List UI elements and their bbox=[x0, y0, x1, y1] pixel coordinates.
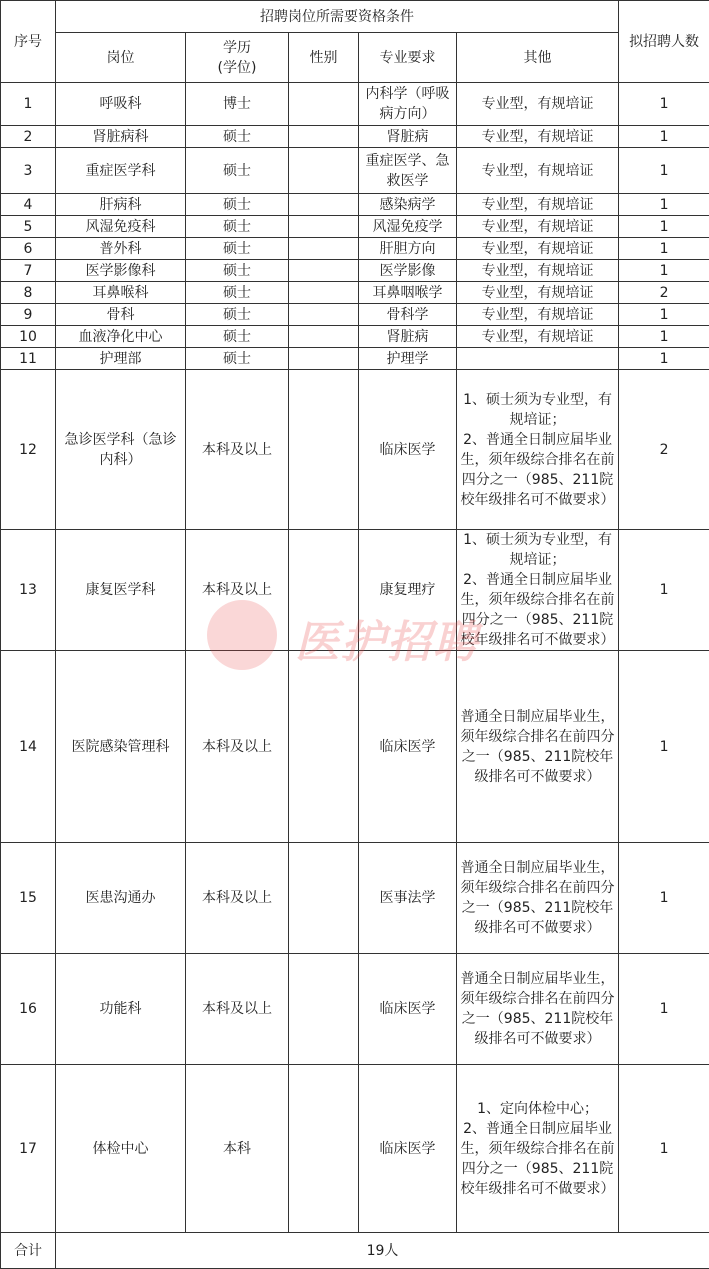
row-count: 1 bbox=[619, 530, 709, 651]
row-major: 肝胆方向 bbox=[359, 238, 457, 260]
row-education: 硕士 bbox=[186, 282, 289, 304]
header-seq: 序号 bbox=[1, 1, 56, 83]
row-education: 本科及以上 bbox=[186, 843, 289, 954]
row-other: 专业型，有规培证 bbox=[457, 194, 619, 216]
row-seq: 9 bbox=[1, 304, 56, 326]
row-other: 专业型，有规培证 bbox=[457, 304, 619, 326]
table-row bbox=[1, 260, 709, 282]
row-gender bbox=[289, 326, 359, 348]
row-other: 1、硕士须为专业型，有规培证； 2、普通全日制应届毕业生，须年级综合排名在前四分之一（985、211院校年级排名可不做要求） bbox=[457, 530, 619, 651]
header-count: 拟招聘人数 bbox=[619, 1, 709, 83]
row-major: 骨科学 bbox=[359, 304, 457, 326]
row-seq: 16 bbox=[1, 954, 56, 1065]
row-count: 1 bbox=[619, 194, 709, 216]
row-post: 重症医学科 bbox=[56, 148, 186, 194]
header-gender: 性别 bbox=[289, 33, 359, 83]
row-education: 博士 bbox=[186, 83, 289, 126]
row-gender bbox=[289, 843, 359, 954]
row-count: 1 bbox=[619, 954, 709, 1065]
row-post: 医患沟通办 bbox=[56, 843, 186, 954]
row-other: 1、硕士须为专业型，有规培证； 2、普通全日制应届毕业生，须年级综合排名在前四分之一（985、211院校年级排名可不做要求） bbox=[457, 370, 619, 530]
row-education: 本科及以上 bbox=[186, 651, 289, 843]
row-major: 感染病学 bbox=[359, 194, 457, 216]
table-row bbox=[1, 194, 709, 216]
watermark-text: 医护招聘 bbox=[295, 606, 479, 670]
row-seq: 17 bbox=[1, 1065, 56, 1233]
row-post: 呼吸科 bbox=[56, 83, 186, 126]
total-row bbox=[1, 1233, 709, 1269]
row-seq: 12 bbox=[1, 370, 56, 530]
row-major: 医学影像 bbox=[359, 260, 457, 282]
row-seq: 3 bbox=[1, 148, 56, 194]
table-row bbox=[1, 238, 709, 260]
row-other: 专业型，有规培证 bbox=[457, 216, 619, 238]
table-row bbox=[1, 326, 709, 348]
table-row bbox=[1, 304, 709, 326]
row-other: 普通全日制应届毕业生，须年级综合排名在前四分之一（985、211院校年级排名可不做要求） bbox=[457, 843, 619, 954]
row-other: 专业型，有规培证 bbox=[457, 282, 619, 304]
row-gender bbox=[289, 194, 359, 216]
row-count: 1 bbox=[619, 1065, 709, 1233]
row-major: 医事法学 bbox=[359, 843, 457, 954]
row-education: 硕士 bbox=[186, 216, 289, 238]
row-major: 耳鼻咽喉学 bbox=[359, 282, 457, 304]
row-post: 医院感染管理科 bbox=[56, 651, 186, 843]
row-gender bbox=[289, 216, 359, 238]
row-education: 硕士 bbox=[186, 148, 289, 194]
row-seq: 15 bbox=[1, 843, 56, 954]
table-row bbox=[1, 530, 709, 651]
row-other bbox=[457, 348, 619, 370]
header-education: 学历 (学位) bbox=[186, 33, 289, 83]
row-education: 本科及以上 bbox=[186, 370, 289, 530]
table-row bbox=[1, 216, 709, 238]
row-other: 普通全日制应届毕业生，须年级综合排名在前四分之一（985、211院校年级排名可不做要求） bbox=[457, 651, 619, 843]
row-count: 1 bbox=[619, 304, 709, 326]
total-value: 19人 bbox=[56, 1233, 709, 1269]
row-other: 普通全日制应届毕业生，须年级综合排名在前四分之一（985、211院校年级排名可不做要求） bbox=[457, 954, 619, 1065]
row-gender bbox=[289, 238, 359, 260]
row-post: 医学影像科 bbox=[56, 260, 186, 282]
row-gender bbox=[289, 1065, 359, 1233]
row-post: 肝病科 bbox=[56, 194, 186, 216]
row-education: 硕士 bbox=[186, 304, 289, 326]
row-count: 2 bbox=[619, 282, 709, 304]
total-label: 合计 bbox=[1, 1233, 56, 1269]
row-count: 1 bbox=[619, 348, 709, 370]
row-gender bbox=[289, 304, 359, 326]
row-other: 专业型，有规培证 bbox=[457, 83, 619, 126]
row-count: 1 bbox=[619, 126, 709, 148]
table-row bbox=[1, 83, 709, 126]
row-count: 2 bbox=[619, 370, 709, 530]
table-row bbox=[1, 843, 709, 954]
row-count: 1 bbox=[619, 843, 709, 954]
row-major: 风湿免疫学 bbox=[359, 216, 457, 238]
row-post: 普外科 bbox=[56, 238, 186, 260]
row-post: 风湿免疫科 bbox=[56, 216, 186, 238]
row-major: 临床医学 bbox=[359, 954, 457, 1065]
row-education: 硕士 bbox=[186, 194, 289, 216]
row-other: 专业型，有规培证 bbox=[457, 126, 619, 148]
table-row bbox=[1, 282, 709, 304]
row-education: 硕士 bbox=[186, 126, 289, 148]
row-other: 专业型，有规培证 bbox=[457, 326, 619, 348]
row-count: 1 bbox=[619, 651, 709, 843]
row-education: 本科及以上 bbox=[186, 530, 289, 651]
row-count: 1 bbox=[619, 238, 709, 260]
header-major: 专业要求 bbox=[359, 33, 457, 83]
row-gender bbox=[289, 530, 359, 651]
row-post: 功能科 bbox=[56, 954, 186, 1065]
row-count: 1 bbox=[619, 148, 709, 194]
row-major: 内科学（呼吸病方向） bbox=[359, 83, 457, 126]
row-seq: 8 bbox=[1, 282, 56, 304]
row-major: 临床医学 bbox=[359, 1065, 457, 1233]
row-count: 1 bbox=[619, 83, 709, 126]
row-seq: 5 bbox=[1, 216, 56, 238]
table-row bbox=[1, 954, 709, 1065]
header-other: 其他 bbox=[457, 33, 619, 83]
row-other: 专业型，有规培证 bbox=[457, 238, 619, 260]
row-seq: 1 bbox=[1, 83, 56, 126]
row-post: 体检中心 bbox=[56, 1065, 186, 1233]
row-post: 护理部 bbox=[56, 348, 186, 370]
row-seq: 4 bbox=[1, 194, 56, 216]
row-education: 硕士 bbox=[186, 238, 289, 260]
table-row bbox=[1, 126, 709, 148]
row-gender bbox=[289, 260, 359, 282]
row-gender bbox=[289, 651, 359, 843]
row-other: 1、定向体检中心； 2、普通全日制应届毕业生，须年级综合排名在前四分之一（985、211院校年级排名可不做要求） bbox=[457, 1065, 619, 1233]
row-seq: 10 bbox=[1, 326, 56, 348]
row-gender bbox=[289, 148, 359, 194]
row-seq: 11 bbox=[1, 348, 56, 370]
row-count: 1 bbox=[619, 260, 709, 282]
row-seq: 13 bbox=[1, 530, 56, 651]
row-seq: 14 bbox=[1, 651, 56, 843]
row-major: 肾脏病 bbox=[359, 326, 457, 348]
row-education: 硕士 bbox=[186, 348, 289, 370]
table-row bbox=[1, 651, 709, 843]
row-major: 临床医学 bbox=[359, 370, 457, 530]
table-row bbox=[1, 1065, 709, 1233]
row-post: 骨科 bbox=[56, 304, 186, 326]
row-major: 康复理疗 bbox=[359, 530, 457, 651]
header-qualification-group: 招聘岗位所需要资格条件 bbox=[56, 1, 619, 33]
row-count: 1 bbox=[619, 216, 709, 238]
row-seq: 7 bbox=[1, 260, 56, 282]
row-major: 护理学 bbox=[359, 348, 457, 370]
table-row bbox=[1, 370, 709, 530]
row-seq: 6 bbox=[1, 238, 56, 260]
row-count: 1 bbox=[619, 326, 709, 348]
row-gender bbox=[289, 954, 359, 1065]
row-gender bbox=[289, 348, 359, 370]
row-education: 本科 bbox=[186, 1065, 289, 1233]
row-major: 肾脏病 bbox=[359, 126, 457, 148]
row-post: 急诊医学科（急诊内科） bbox=[56, 370, 186, 530]
row-post: 血液净化中心 bbox=[56, 326, 186, 348]
table-row bbox=[1, 348, 709, 370]
row-education: 硕士 bbox=[186, 260, 289, 282]
row-post: 康复医学科 bbox=[56, 530, 186, 651]
row-other: 专业型，有规培证 bbox=[457, 148, 619, 194]
row-major: 重症医学、急救医学 bbox=[359, 148, 457, 194]
row-seq: 2 bbox=[1, 126, 56, 148]
row-gender bbox=[289, 83, 359, 126]
row-education: 本科及以上 bbox=[186, 954, 289, 1065]
row-other: 专业型，有规培证 bbox=[457, 260, 619, 282]
row-gender bbox=[289, 370, 359, 530]
row-gender bbox=[289, 126, 359, 148]
header-post: 岗位 bbox=[56, 33, 186, 83]
table-row bbox=[1, 148, 709, 194]
row-post: 肾脏病科 bbox=[56, 126, 186, 148]
row-major: 临床医学 bbox=[359, 651, 457, 843]
row-gender bbox=[289, 282, 359, 304]
row-education: 硕士 bbox=[186, 326, 289, 348]
row-post: 耳鼻喉科 bbox=[56, 282, 186, 304]
